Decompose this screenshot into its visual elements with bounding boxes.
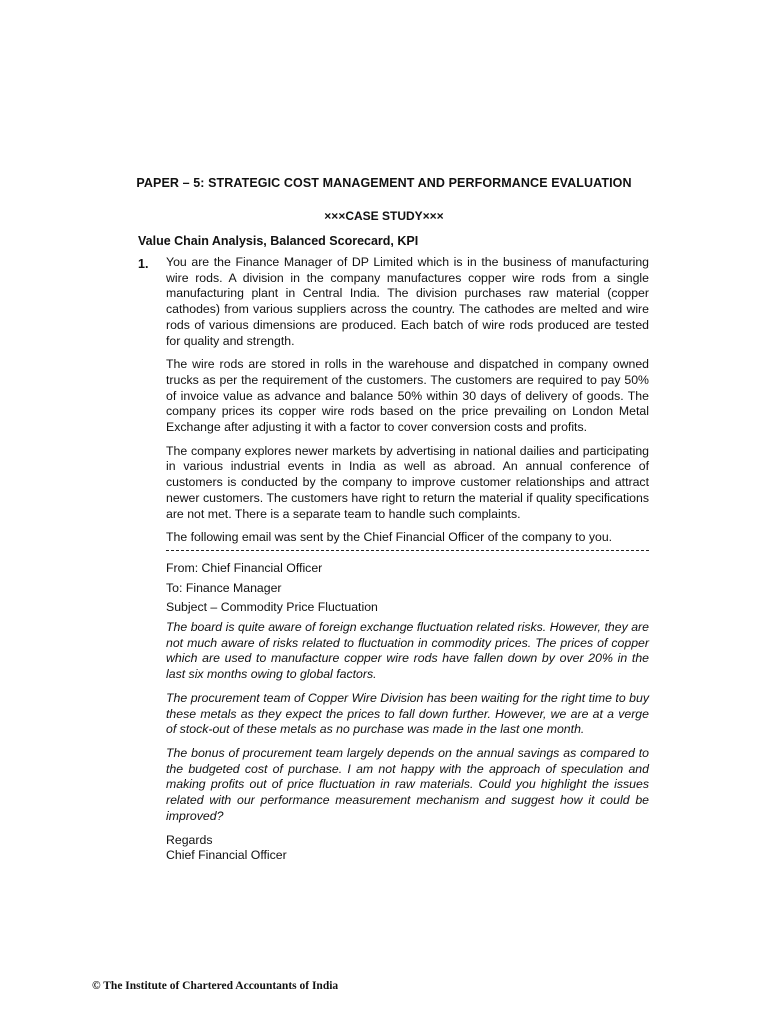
question-number: 1. [138, 257, 149, 271]
case-study-heading: ×××CASE STUDY××× [324, 209, 444, 223]
email-paragraph: The board is quite aware of foreign exchange fluctuation related risks. However, they are not much aware of risks related to fluctuation in commodity prices. The prices of copper which are used to manufacture copper wire rods have fallen down by over 20% in the last six months owing to global factors. [166, 620, 649, 682]
email-signature: Chief Financial Officer [166, 848, 287, 863]
paragraph: The following email was sent by the Chief Financial Officer of the company to you. [166, 530, 613, 545]
email-subject: Subject – Commodity Price Fluctuation [166, 600, 378, 615]
email-from: From: Chief Financial Officer [166, 560, 323, 575]
footer-copyright: © The Institute of Chartered Accountants of India [92, 980, 339, 992]
dashed-divider [166, 550, 649, 551]
email-signoff [166, 833, 649, 864]
paper-title: PAPER – 5: STRATEGIC COST MANAGEMENT AND PERFORMANCE EVALUATION [136, 176, 632, 190]
paragraph: You are the Finance Manager of DP Limited which is in the business of manufacturing wire rods. A division in the company manufactures copper wire rods from a single manufacturing plant in Central India. The division purchases raw material (copper cathodes) from various suppliers across the country. The cathodes are melted and wire rods of various dimensions are produced. Each batch of wire rods produced are tested for quality and strength. [166, 255, 649, 348]
paragraph: The wire rods are stored in rolls in the warehouse and dispatched in company owned trucks as per the requirement of the customers. The customers are required to pay 50% of invoice value as advance and balance 50% within 30 days of delivery of goods. The company prices its copper wire rods based on the price prevailing on London Metal Exchange after adjusting it with a factor to cover conversion costs and profits. [166, 357, 649, 435]
question-body [166, 255, 649, 864]
email-header [166, 561, 649, 616]
email-closing: Regards [166, 832, 213, 847]
email-to: To: Finance Manager [166, 580, 282, 595]
email-paragraph: The bonus of procurement team largely depends on the annual savings as compared to the budgeted cost of purchase. I am not happy with the approach of speculation and making profits out of price fluctuation in raw materials. Could you highlight the issues related with our performance measurement mechanism and suggest how it could be improved? [166, 745, 649, 823]
email-paragraph: The procurement team of Copper Wire Division has been waiting for the right time to buy these metals as they expect the prices to fall down further. However, we are at a verge of stock-out of these metals as no purchase was made in the last one month. [166, 690, 649, 737]
paragraph: The company explores newer markets by advertising in national dailies and participating in various industrial events in India as well as abroad. An annual conference of customers is conducted by the company to improve customer relationships and attract newer customers. The customers have right to return the material if quality specifications are not met. There is a separate team to handle such complaints. [166, 443, 649, 521]
section-heading: Value Chain Analysis, Balanced Scorecard, KPI [138, 234, 419, 248]
